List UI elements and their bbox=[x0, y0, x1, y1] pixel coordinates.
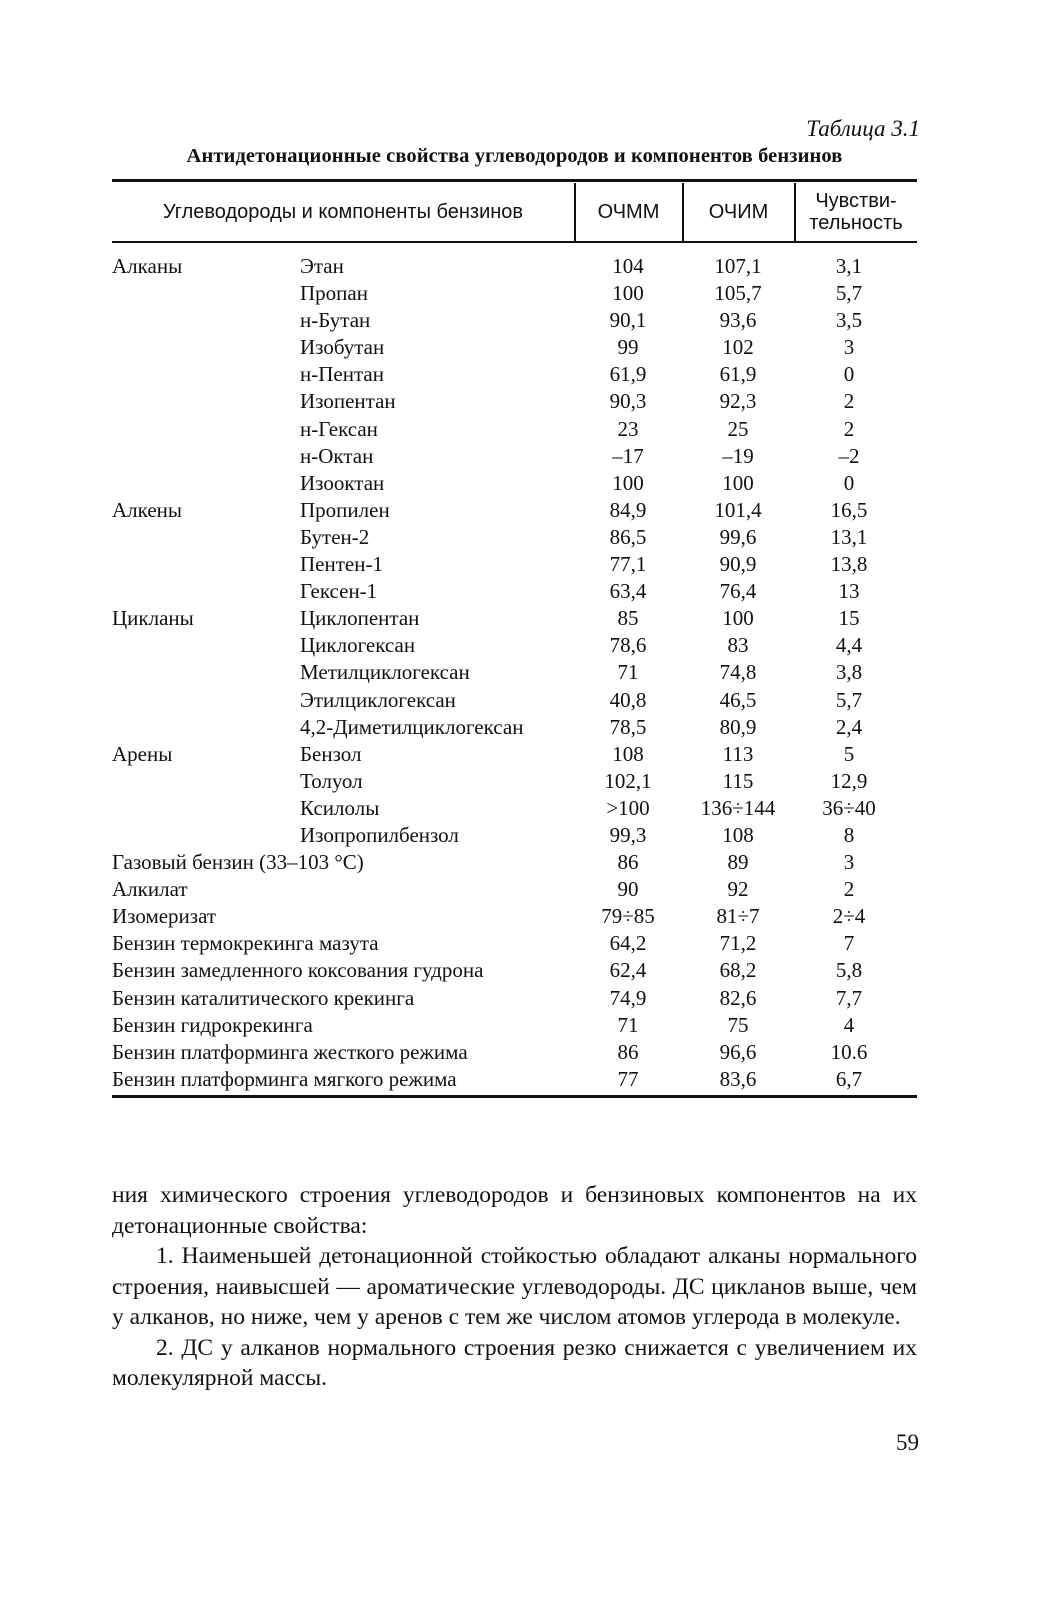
ochim-value: 92,3 bbox=[719, 389, 757, 414]
ochmm-value: 78,5 bbox=[609, 714, 647, 739]
table-row bbox=[0, 632, 1053, 659]
ochmm-value: 86 bbox=[617, 1039, 639, 1064]
ochim-value: 96,6 bbox=[719, 1039, 757, 1064]
ochim-value: 93,6 bbox=[719, 308, 757, 333]
ochmm-value: 77,1 bbox=[609, 552, 647, 577]
ochim-value: 100 bbox=[722, 470, 754, 495]
hydrocarbon-name: н-Октан bbox=[300, 443, 374, 468]
table-row bbox=[0, 687, 1053, 714]
table-title: Антидетонационные свойства углеводородов и компонентов бензинов bbox=[186, 145, 843, 167]
ochim-value: 71,2 bbox=[719, 931, 757, 956]
ochmm-value: 77 bbox=[617, 1066, 639, 1091]
sensitivity-value: 36÷40 bbox=[822, 795, 876, 820]
component-name: Бензин замедленного коксования гудрона bbox=[112, 958, 484, 983]
ochim-value: 107,1 bbox=[714, 254, 762, 278]
table-row bbox=[0, 714, 1053, 741]
header-bottom-rule bbox=[112, 241, 917, 243]
hydrocarbon-name: Метилциклогексан bbox=[300, 660, 470, 685]
ochmm-value: 74,9 bbox=[609, 985, 647, 1010]
ochmm-value: 78,6 bbox=[609, 633, 647, 658]
ochim-value: 102 bbox=[722, 335, 754, 360]
ochim-value: 90,9 bbox=[719, 552, 757, 577]
sensitivity-value: 3,5 bbox=[835, 308, 863, 333]
table-row bbox=[0, 795, 1053, 822]
ochmm-value: 86,5 bbox=[609, 524, 647, 549]
hydrocarbon-name: Изооктан bbox=[300, 470, 385, 495]
table-body bbox=[0, 253, 1053, 1093]
ochmm-value: 71 bbox=[617, 1012, 639, 1037]
table-row bbox=[0, 849, 1053, 876]
ochmm-value: 62,4 bbox=[609, 958, 647, 983]
hydrocarbon-name: Пропилен bbox=[300, 497, 390, 522]
table-row bbox=[0, 822, 1053, 849]
header-sensitivity bbox=[795, 183, 917, 241]
hydrocarbon-name: н-Пентан bbox=[300, 362, 384, 387]
ochmm-value: –17 bbox=[612, 443, 644, 468]
ochim-value: 105,7 bbox=[714, 281, 762, 306]
table-row bbox=[0, 551, 1053, 578]
ochmm-value: 64,2 bbox=[609, 931, 647, 956]
table-row bbox=[0, 985, 1053, 1012]
sensitivity-value: –2 bbox=[838, 443, 860, 468]
header-sensitivity-line2: тельность bbox=[809, 212, 903, 234]
hydrocarbon-name: Этилциклогексан bbox=[300, 687, 456, 712]
component-name: Бензин каталитического крекинга bbox=[112, 985, 415, 1010]
hydrocarbon-name: н-Гексан bbox=[300, 416, 378, 441]
ochmm-value: 85 bbox=[617, 606, 639, 631]
table-row bbox=[0, 741, 1053, 768]
ochmm-value: 100 bbox=[612, 281, 644, 306]
ochim-value: 80,9 bbox=[719, 714, 757, 739]
sensitivity-value: 4,4 bbox=[835, 633, 863, 658]
ochim-value: 61,9 bbox=[719, 362, 757, 387]
table-row bbox=[0, 930, 1053, 957]
component-name: Газовый бензин (33–103 °С) bbox=[112, 850, 364, 875]
hydrocarbon-name: Изобутан bbox=[300, 335, 385, 360]
ochim-value: 82,6 bbox=[719, 985, 757, 1010]
ochim-value: 113 bbox=[722, 741, 754, 766]
paragraph: 1. Наименьшей детонационной стойкостью обладают алканы нормального строения, наивысшей — ароматические углеводороды. ДС цикланов выше, чем у алканов, но ниже, чем у аренов с тем же числом атомов углерода в молекуле. bbox=[112, 1243, 917, 1330]
sensitivity-value: 10.6 bbox=[830, 1039, 868, 1064]
ochim-value: 99,6 bbox=[719, 524, 757, 549]
table-top-rule bbox=[112, 179, 917, 182]
body-text bbox=[112, 1180, 917, 1394]
sensitivity-value: 5,7 bbox=[835, 281, 863, 306]
sensitivity-value: 13 bbox=[838, 579, 860, 604]
sensitivity-value: 3 bbox=[843, 850, 855, 875]
sensitivity-value: 2 bbox=[843, 877, 855, 902]
ochmm-value: 63,4 bbox=[609, 579, 647, 604]
sensitivity-value: 2,4 bbox=[835, 714, 863, 739]
table-row bbox=[0, 876, 1053, 903]
component-name: Изомеризат bbox=[112, 904, 217, 929]
table-row bbox=[0, 280, 1053, 307]
ochim-value: 101,4 bbox=[714, 497, 762, 522]
ochmm-value: >100 bbox=[606, 795, 650, 820]
hydrocarbon-name: Бутен-2 bbox=[300, 524, 370, 549]
ochmm-value: 40,8 bbox=[609, 687, 647, 712]
sensitivity-value: 2÷4 bbox=[832, 904, 866, 929]
header-name: Углеводороды и компоненты бензинов bbox=[162, 201, 524, 223]
sensitivity-value: 16,5 bbox=[830, 497, 868, 522]
table-row bbox=[0, 388, 1053, 415]
ochim-value: 89 bbox=[727, 850, 749, 875]
ochmm-value: 86 bbox=[617, 850, 639, 875]
ochim-value: 136÷144 bbox=[700, 795, 776, 820]
sensitivity-value: 3,1 bbox=[835, 254, 863, 278]
sensitivity-value: 13,8 bbox=[830, 552, 868, 577]
hydrocarbon-name: Циклогексан bbox=[300, 633, 416, 658]
sensitivity-value: 7 bbox=[843, 931, 855, 956]
hydrocarbon-name: Этан bbox=[300, 254, 344, 278]
component-name: Бензин платформинга мягкого режима bbox=[112, 1066, 457, 1091]
hydrocarbon-name: Пентен-1 bbox=[300, 552, 383, 577]
table-row bbox=[0, 361, 1053, 388]
table-row bbox=[0, 1039, 1053, 1066]
hydrocarbon-name: Толуол bbox=[300, 768, 363, 793]
ochmm-value: 102,1 bbox=[604, 768, 652, 793]
ochim-value: –19 bbox=[722, 443, 754, 468]
ochmm-value: 99 bbox=[617, 335, 639, 360]
group-name: Арены bbox=[112, 741, 173, 766]
ochim-value: 81÷7 bbox=[716, 904, 760, 929]
hydrocarbon-name: Циклопентан bbox=[300, 606, 420, 631]
hydrocarbon-name: н-Бутан bbox=[300, 308, 371, 333]
sensitivity-value: 2 bbox=[843, 416, 855, 441]
ochmm-value: 100 bbox=[612, 470, 644, 495]
table-row bbox=[0, 903, 1053, 930]
sensitivity-value: 0 bbox=[843, 470, 855, 495]
group-name: Цикланы bbox=[112, 606, 194, 631]
table-row bbox=[0, 416, 1053, 443]
ochmm-value: 84,9 bbox=[609, 497, 647, 522]
ochmm-value: 90 bbox=[617, 877, 639, 902]
ochim-value: 83,6 bbox=[719, 1066, 757, 1091]
ochmm-value: 23 bbox=[617, 416, 639, 441]
header-ochim: ОЧИМ bbox=[708, 201, 769, 223]
ochim-value: 115 bbox=[722, 768, 754, 793]
sensitivity-value: 15 bbox=[838, 606, 860, 631]
ochmm-value: 61,9 bbox=[609, 362, 647, 387]
hydrocarbon-name: Бензол bbox=[300, 741, 362, 766]
ochim-value: 25 bbox=[727, 416, 749, 441]
table-row bbox=[0, 253, 1053, 280]
sensitivity-value: 5 bbox=[843, 741, 855, 766]
table-row bbox=[0, 307, 1053, 334]
table-row bbox=[0, 524, 1053, 551]
ochmm-value: 90,3 bbox=[609, 389, 647, 414]
sensitivity-value: 2 bbox=[843, 389, 855, 414]
sensitivity-value: 6,7 bbox=[835, 1066, 863, 1091]
component-name: Алкилат bbox=[112, 877, 188, 902]
page-number: 59 bbox=[896, 1430, 919, 1455]
table-row bbox=[0, 1066, 1053, 1093]
ochmm-value: 99,3 bbox=[609, 822, 647, 847]
hydrocarbon-name: Пропан bbox=[300, 281, 368, 306]
ochim-value: 92 bbox=[727, 877, 749, 902]
paragraph: 2. ДС у алканов нормального строения резко снижается с увеличением их молекулярной массы. bbox=[112, 1334, 917, 1391]
table-row bbox=[0, 957, 1053, 984]
ochim-value: 108 bbox=[722, 822, 754, 847]
sensitivity-value: 3,8 bbox=[835, 660, 863, 685]
group-name: Алкены bbox=[112, 497, 182, 522]
sensitivity-value: 12,9 bbox=[830, 768, 868, 793]
hydrocarbon-name: Изопентан bbox=[300, 389, 396, 414]
sensitivity-value: 4 bbox=[843, 1012, 855, 1037]
table-label: Таблица 3.1 bbox=[806, 116, 920, 141]
ochim-value: 68,2 bbox=[719, 958, 757, 983]
sensitivity-value: 13,1 bbox=[830, 524, 868, 549]
ochim-value: 46,5 bbox=[719, 687, 757, 712]
sensitivity-value: 3 bbox=[843, 335, 855, 360]
ochim-value: 83 bbox=[727, 633, 749, 658]
table-bottom-rule bbox=[112, 1095, 917, 1098]
header-sensitivity-line1: Чувстви- bbox=[815, 190, 897, 212]
component-name: Бензин платформинга жесткого режима bbox=[112, 1039, 468, 1064]
hydrocarbon-name: Изопропилбензол bbox=[300, 822, 459, 847]
sensitivity-value: 0 bbox=[843, 362, 855, 387]
table-row bbox=[0, 1012, 1053, 1039]
ochmm-value: 71 bbox=[617, 660, 639, 685]
table-row bbox=[0, 659, 1053, 686]
sensitivity-value: 8 bbox=[843, 822, 855, 847]
component-name: Бензин термокрекинга мазута bbox=[112, 931, 379, 956]
sensitivity-value: 5,7 bbox=[835, 687, 863, 712]
group-name: Алканы bbox=[112, 254, 183, 278]
ochmm-value: 79÷85 bbox=[601, 904, 655, 929]
header-ochmm: ОЧММ bbox=[597, 201, 660, 223]
ochim-value: 100 bbox=[722, 606, 754, 631]
hydrocarbon-name: 4,2-Диметилциклогексан bbox=[300, 714, 524, 739]
ochmm-value: 108 bbox=[612, 741, 644, 766]
hydrocarbon-name: Гексен-1 bbox=[300, 579, 378, 604]
table-row bbox=[0, 768, 1053, 795]
ochmm-value: 90,1 bbox=[609, 308, 647, 333]
hydrocarbon-name: Ксилолы bbox=[300, 795, 380, 820]
ochim-value: 76,4 bbox=[719, 579, 757, 604]
component-name: Бензин гидрокрекинга bbox=[112, 1012, 313, 1037]
table-row bbox=[0, 578, 1053, 605]
sensitivity-value: 5,8 bbox=[835, 958, 863, 983]
table-row bbox=[0, 605, 1053, 632]
ochim-value: 75 bbox=[727, 1012, 749, 1037]
ochmm-value: 104 bbox=[612, 254, 644, 278]
sensitivity-value: 7,7 bbox=[835, 985, 863, 1010]
table-row bbox=[0, 497, 1053, 524]
table-row bbox=[0, 443, 1053, 470]
paragraph: ния химического строения углеводородов и бензиновых компонентов на их детонационные свойства: bbox=[112, 1182, 917, 1239]
table-row bbox=[0, 470, 1053, 497]
ochim-value: 74,8 bbox=[719, 660, 757, 685]
table-row bbox=[0, 334, 1053, 361]
